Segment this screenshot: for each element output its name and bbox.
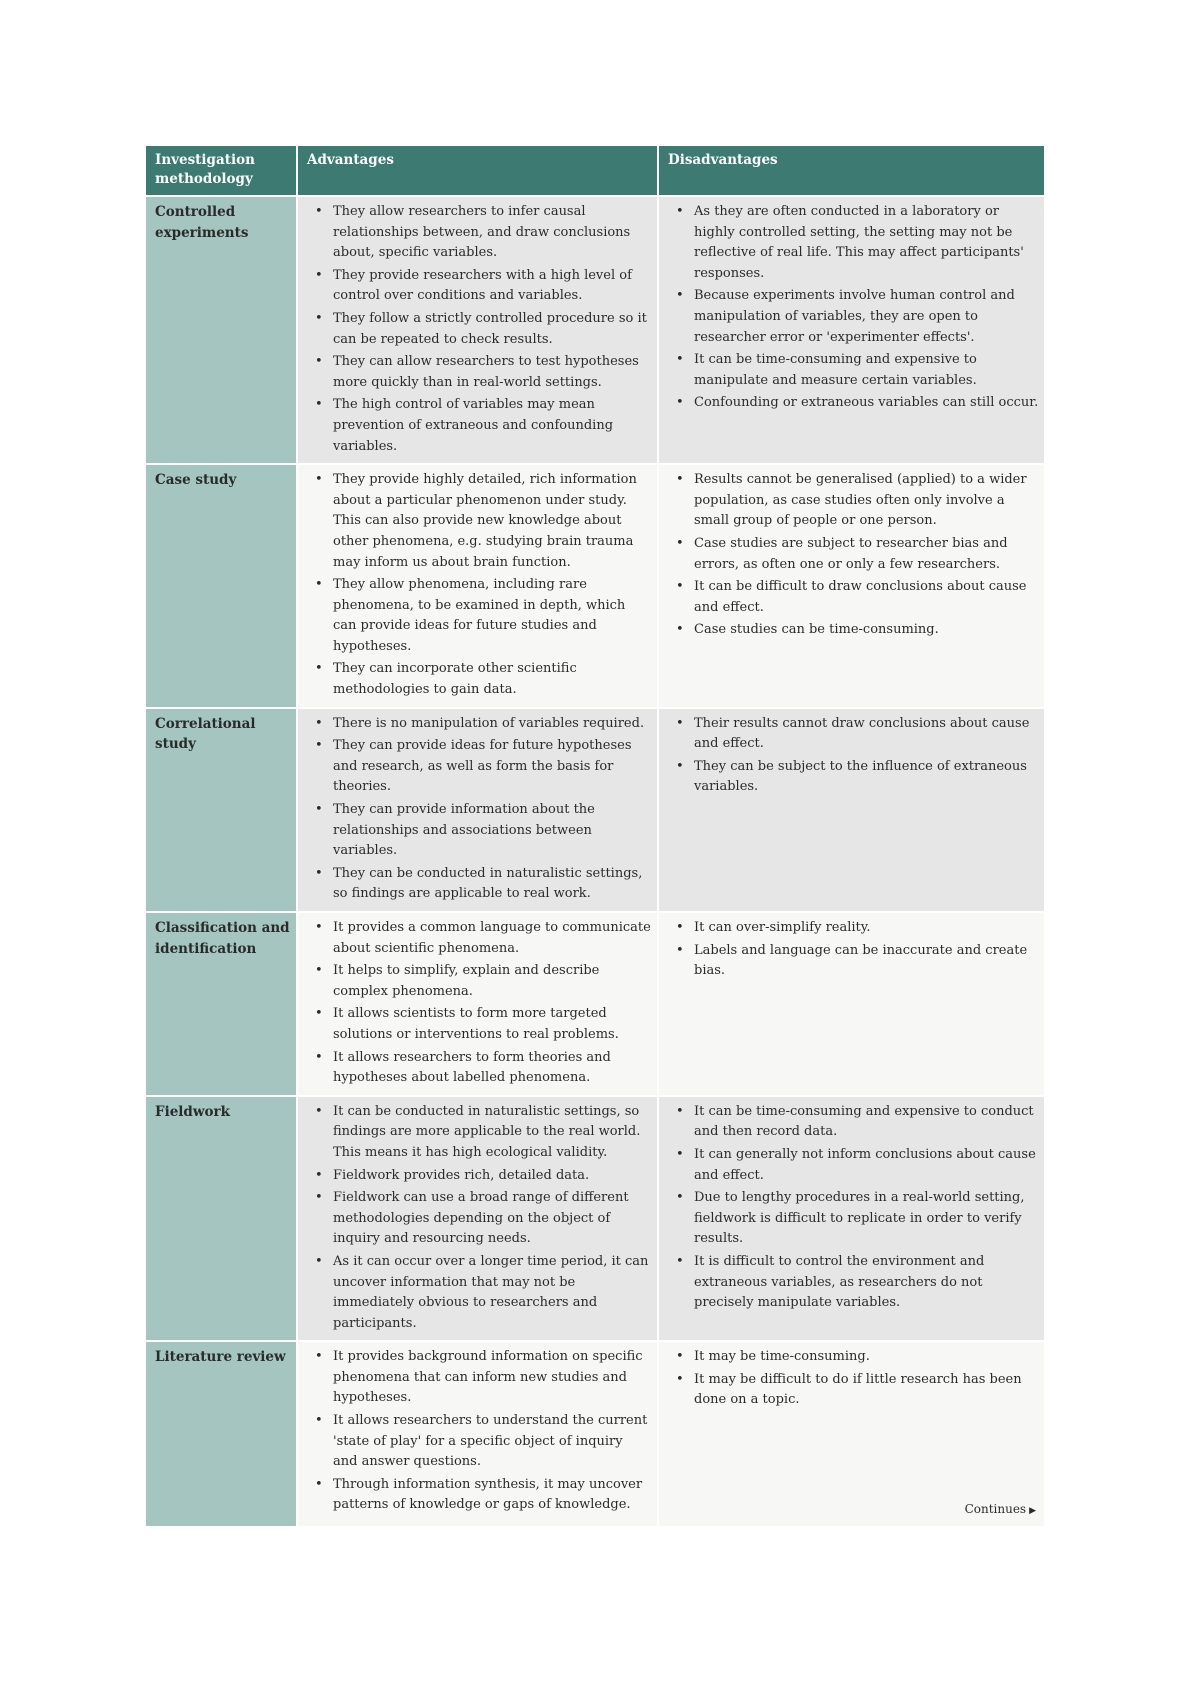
list-item: • Fieldwork provides rich, detailed data. (306, 1166, 651, 1187)
list-item: • They provide highly detailed, rich information about a particular phenomenon under study. This can also provide new knowledge about other phenomena, e.g. studying brain trauma may inform us about brain function. (306, 470, 651, 573)
list-item: • Case studies can be time-consuming. (667, 620, 1040, 641)
advantages-cell (298, 709, 657, 911)
list-item: • Through information synthesis, it may uncover patterns of knowledge or gaps of knowledge. (306, 1475, 651, 1516)
continues-label: Continues (964, 1502, 1027, 1517)
list-item: • It provides background information on specific phenomena that can inform new studies and hypotheses. (306, 1347, 651, 1409)
list-item: • Fieldwork can use a broad range of different methodologies depending on the object of inquiry and resourcing needs. (306, 1188, 651, 1250)
list-item: • It allows scientists to form more targeted solutions or interventions to real problems. (306, 1004, 651, 1045)
method-cell: Case study (146, 465, 296, 707)
list-item: • Due to lengthy procedures in a real-world setting, fieldwork is difficult to replicate in order to verify results. (667, 1188, 1040, 1250)
advantages-cell (298, 1097, 657, 1341)
disadvantages-list (667, 202, 1040, 414)
advantages-cell (298, 1342, 657, 1525)
list-item: • It is difficult to control the environment and extraneous variables, as researchers do not precisely manipulate variables. (667, 1252, 1040, 1314)
list-item: • They provide researchers with a high level of control over conditions and variables. (306, 266, 651, 307)
header-advantages: Advantages (298, 146, 657, 195)
list-item: • As it can occur over a longer time period, it can uncover information that may not be immediately obvious to researchers and participants. (306, 1252, 651, 1334)
advantages-list (306, 1347, 651, 1516)
disadvantages-cell (659, 1097, 1044, 1341)
header-methodology: Investigation methodology (146, 146, 296, 195)
disadvantages-cell (659, 197, 1044, 463)
list-item: • Case studies are subject to researcher bias and errors, as often one or only a few researchers. (667, 534, 1040, 575)
list-item: • It helps to simplify, explain and describe complex phenomena. (306, 961, 651, 1002)
list-item: • It allows researchers to understand the current 'state of play' for a specific object of inquiry and answer questions. (306, 1411, 651, 1473)
list-item: • It can be time-consuming and expensive to manipulate and measure certain variables. (667, 350, 1040, 391)
method-cell: Correlational study (146, 709, 296, 911)
list-item: • They can provide ideas for future hypotheses and research, as well as form the basis for theories. (306, 736, 651, 798)
methodology-table-container (146, 146, 1046, 1526)
table-row (146, 1097, 1044, 1341)
method-cell: Classification and identification (146, 913, 296, 1095)
list-item: • Labels and language can be inaccurate and create bias. (667, 941, 1040, 982)
list-item: • It allows researchers to form theories and hypotheses about labelled phenomena. (306, 1048, 651, 1089)
advantages-list (306, 918, 651, 1089)
table-row (146, 465, 1044, 707)
list-item: • They allow researchers to infer causal relationships between, and draw conclusions about, specific variables. (306, 202, 651, 264)
disadvantages-cell (659, 913, 1044, 1095)
list-item: • It can be difficult to draw conclusions about cause and effect. (667, 577, 1040, 618)
disadvantages-list (667, 1102, 1040, 1314)
methodology-table (144, 144, 1046, 1528)
list-item: • They can be conducted in naturalistic settings, so findings are applicable to real work. (306, 864, 651, 905)
table-row (146, 197, 1044, 463)
advantages-list (306, 714, 651, 905)
list-item: • It can generally not inform conclusions about cause and effect. (667, 1145, 1040, 1186)
header-disadvantages: Disadvantages (659, 146, 1044, 195)
disadvantages-cell (659, 1342, 1044, 1525)
list-item: • They can incorporate other scientific methodologies to gain data. (306, 659, 651, 700)
disadvantages-list (667, 470, 1040, 641)
list-item: • Confounding or extraneous variables can still occur. (667, 393, 1040, 414)
list-item: • It can over-simplify reality. (667, 918, 1040, 939)
list-item: • There is no manipulation of variables required. (306, 714, 651, 735)
disadvantages-cell (659, 465, 1044, 707)
triangle-right-icon: ▶ (1029, 1506, 1036, 1517)
list-item: • It can be conducted in naturalistic settings, so findings are more applicable to the real world. This means it has high ecological validity. (306, 1102, 651, 1164)
table-row (146, 709, 1044, 911)
table-row (146, 1342, 1044, 1525)
disadvantages-cell (659, 709, 1044, 911)
table-header-row (146, 146, 1044, 195)
disadvantages-list (667, 918, 1040, 982)
list-item: • They can provide information about the relationships and associations between variables. (306, 800, 651, 862)
list-item: • They can allow researchers to test hypotheses more quickly than in real-world settings. (306, 352, 651, 393)
list-item: • They follow a strictly controlled procedure so it can be repeated to check results. (306, 309, 651, 350)
list-item: • As they are often conducted in a laboratory or highly controlled setting, the setting may not be reflective of real life. This may affect participants' responses. (667, 202, 1040, 284)
list-item: • The high control of variables may mean prevention of extraneous and confounding variables. (306, 395, 651, 457)
advantages-list (306, 470, 651, 701)
list-item: • They can be subject to the influence of extraneous variables. (667, 757, 1040, 798)
advantages-list (306, 202, 651, 457)
list-item: • It can be time-consuming and expensive to conduct and then record data. (667, 1102, 1040, 1143)
advantages-cell (298, 197, 657, 463)
advantages-list (306, 1102, 651, 1335)
disadvantages-list (667, 714, 1040, 798)
method-cell: Literature review (146, 1342, 296, 1525)
list-item: • Their results cannot draw conclusions about cause and effect. (667, 714, 1040, 755)
continues-indicator (667, 1499, 1040, 1522)
list-item: • It may be difficult to do if little research has been done on a topic. (667, 1370, 1040, 1411)
list-item: • It may be time-consuming. (667, 1347, 1040, 1368)
table-row (146, 913, 1044, 1095)
disadvantages-list (667, 1347, 1040, 1411)
list-item: • Because experiments involve human control and manipulation of variables, they are open to researcher error or 'experimenter effects'. (667, 286, 1040, 348)
method-cell: Controlled experiments (146, 197, 296, 463)
list-item: • It provides a common language to communicate about scientific phenomena. (306, 918, 651, 959)
method-cell: Fieldwork (146, 1097, 296, 1341)
list-item: • Results cannot be generalised (applied) to a wider population, as case studies often only involve a small group of people or one person. (667, 470, 1040, 532)
advantages-cell (298, 913, 657, 1095)
list-item: • They allow phenomena, including rare phenomena, to be examined in depth, which can provide ideas for future studies and hypotheses. (306, 575, 651, 657)
advantages-cell (298, 465, 657, 707)
